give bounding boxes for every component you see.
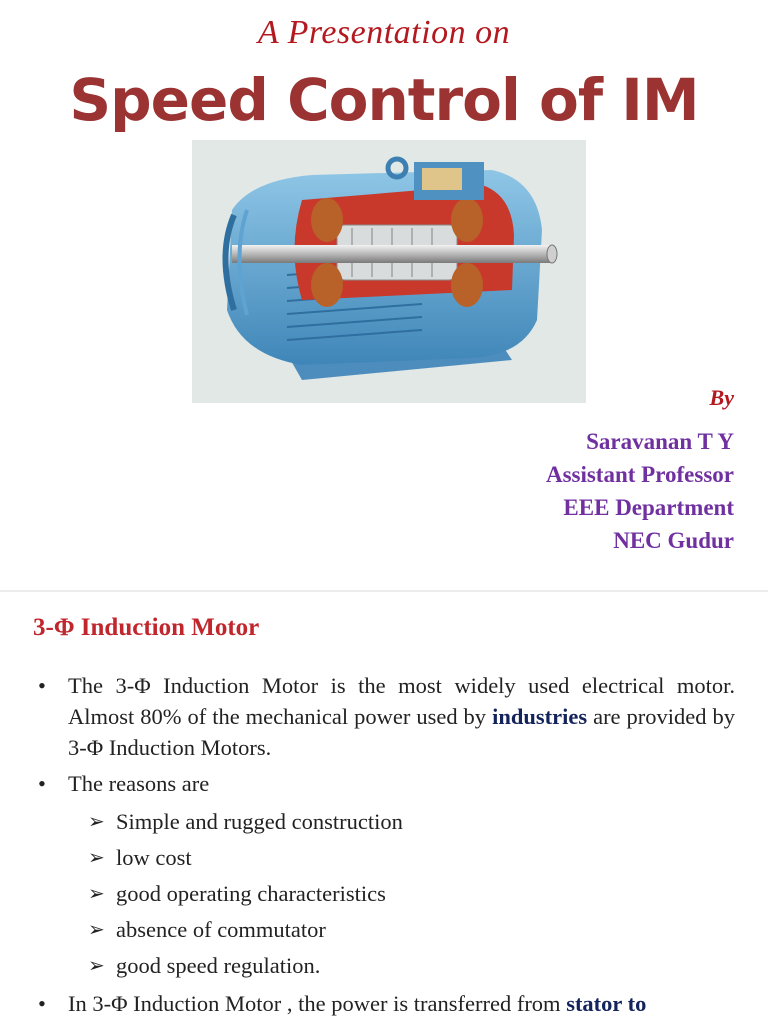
slide-heading: 3-Φ Induction Motor [33,614,260,641]
bullet-item [33,670,735,763]
author-name: Saravanan T Y [586,429,734,454]
bullet-text: The reasons are [68,771,210,796]
by-label: By [709,385,734,410]
reason-text: low cost [116,845,192,870]
arrow-bullet-icon: ➢ [88,811,105,833]
author-college: NEC Gudur [613,528,734,553]
reason-text: good speed regulation. [116,953,321,978]
arrow-bullet-icon: ➢ [88,883,105,905]
reason-item [33,876,735,912]
arrow-bullet-icon: ➢ [88,955,105,977]
bullet-text: The 3-Φ Induction Motor is the most widely used electrical motor. Almost 80% of the mechanical power used by [68,673,735,729]
induction-motor-image [192,140,586,403]
reason-item [33,948,735,984]
reason-item [33,912,735,948]
motor-cutaway-illustration [192,140,586,403]
author-department: EEE Department [563,495,734,520]
arrow-bullet-icon: ➢ [88,919,105,941]
bullet-text: In 3-Φ Induction Motor , the power is transferred from [68,991,567,1016]
bullet-dot: • [38,991,46,1016]
reason-item [33,804,735,840]
author-designation: Assistant Professor [545,462,734,487]
arrow-bullet-icon: ➢ [88,847,105,869]
bullet-dot: • [38,673,46,698]
reason-item [33,840,735,876]
bullet-bold-text: industries [492,704,588,729]
reason-text: absence of commutator [116,917,326,942]
bullet-dot: • [38,771,46,796]
content-slide [0,592,768,1024]
bullet-text: are provided by 3-Φ Induction Motors. [68,704,736,760]
presentation-title: Speed Control of IM [69,66,699,134]
bullet-item [33,988,735,1019]
presentation-subtitle: A Presentation on [257,14,511,51]
reason-text: Simple and rugged construction [116,809,403,834]
bullet-bold-text: stator to [566,991,647,1016]
reason-text: good operating characteristics [116,881,386,906]
slide-body [33,670,735,1024]
bullet-item [33,768,735,799]
